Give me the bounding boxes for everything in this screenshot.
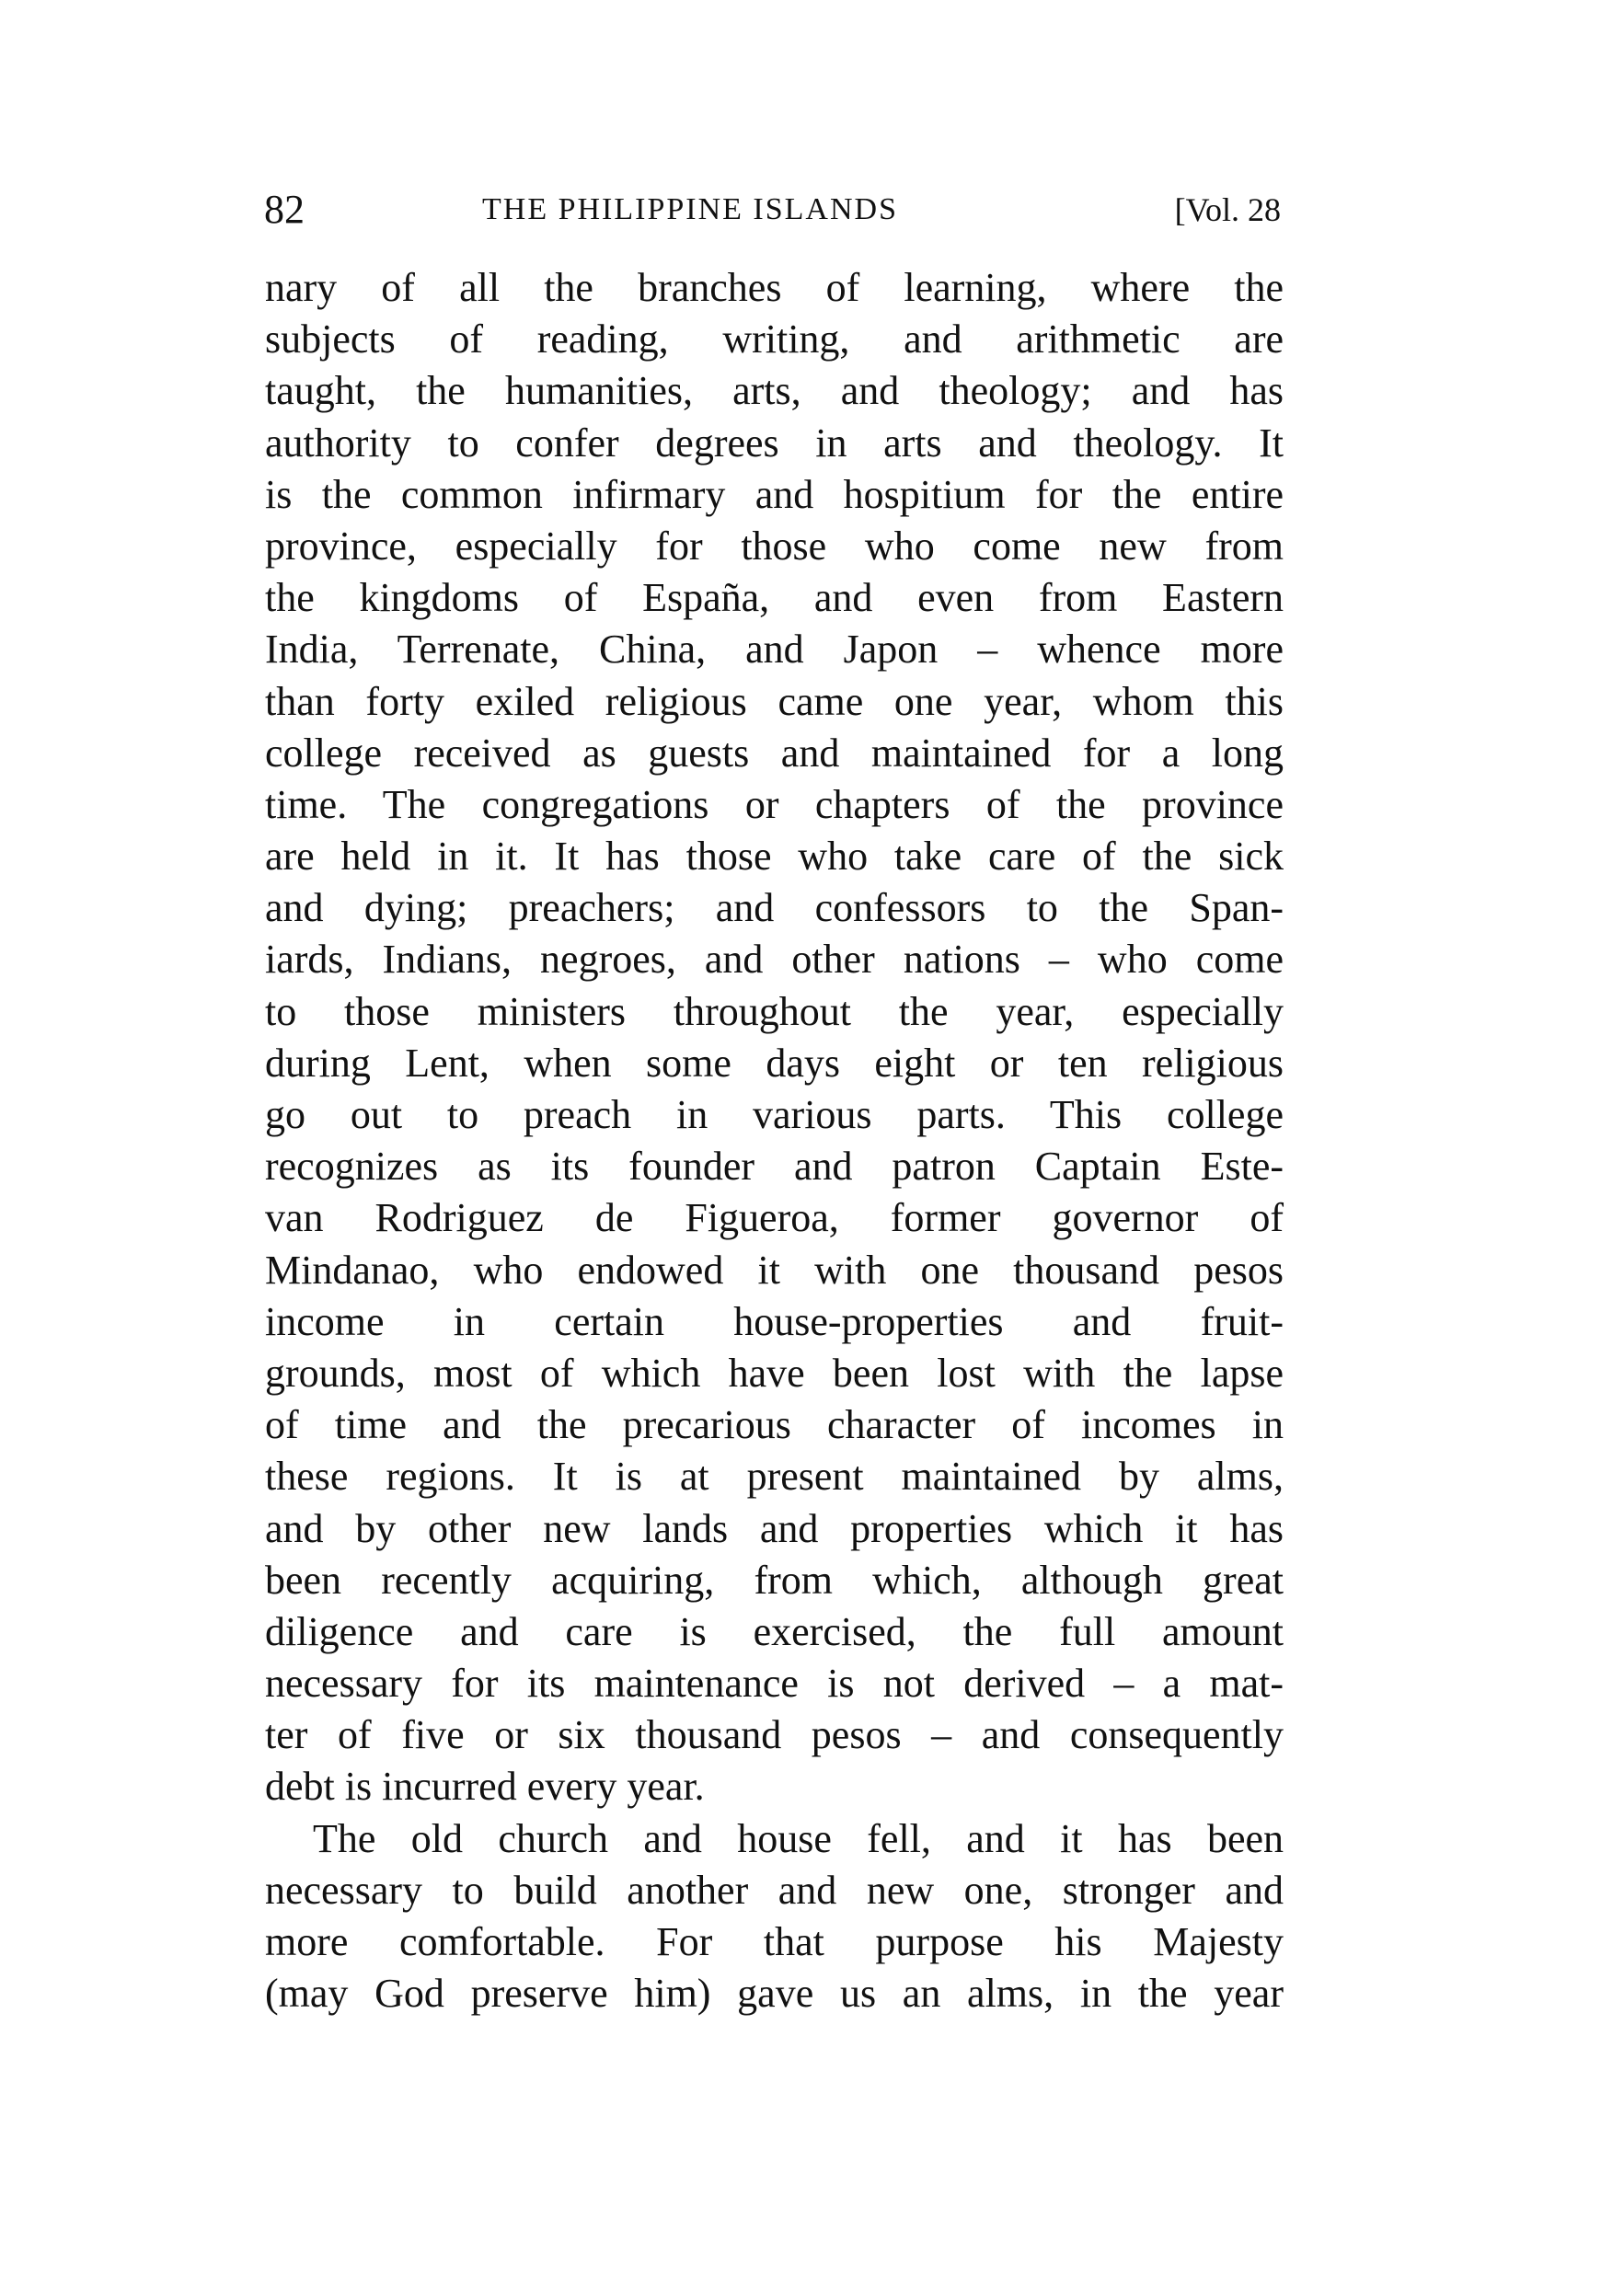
text-line: iards, Indians, negroes, and other nations – who come <box>265 937 1284 983</box>
text-line: van Rodriguez de Figueroa, former governor of <box>265 1195 1284 1241</box>
page-number: 82 <box>264 187 305 232</box>
running-head <box>264 182 1281 237</box>
text-line: ter of five or six thousand pesos – and consequently <box>265 1712 1284 1758</box>
text-line: are held in it. It has those who take care of the sick <box>265 834 1284 880</box>
body-text <box>265 262 1284 2019</box>
text-line: the kingdoms of España, and even from Eastern <box>265 575 1284 621</box>
text-line: (may God preserve him) gave us an alms, in the year <box>265 1971 1284 2017</box>
text-line: grounds, most of which have been lost with the lapse <box>265 1350 1284 1396</box>
text-line: and dying; preachers; and confessors to the Span- <box>265 885 1284 931</box>
running-title: THE PHILIPPINE ISLANDS <box>482 192 898 226</box>
text-line: of time and the precarious character of incomes in <box>265 1402 1284 1448</box>
text-line: to those ministers throughout the year, especially <box>265 988 1284 1034</box>
text-line: diligence and care is exercised, the full amount <box>265 1608 1284 1654</box>
paragraph-end-line: debt is incurred every year. <box>265 1764 705 1810</box>
text-line: recognizes as its founder and patron Captain Este- <box>265 1144 1284 1190</box>
text-line: been recently acquiring, from which, although great <box>265 1557 1284 1603</box>
text-line: during Lent, when some days eight or ten religious <box>265 1040 1284 1086</box>
text-line: income in certain house-properties and fruit- <box>265 1298 1284 1344</box>
text-line: nary of all the branches of learning, where the <box>265 265 1284 310</box>
text-line: province, especially for those who come new from <box>265 523 1284 569</box>
text-line: is the common infirmary and hospitium for the entire <box>265 471 1284 517</box>
volume-label: [Vol. 28 <box>1174 191 1281 228</box>
text-line: and by other new lands and properties which it has <box>265 1505 1284 1551</box>
text-line: taught, the humanities, arts, and theology; and has <box>265 368 1284 414</box>
paragraph-start-line: The old church and house fell, and it has been <box>313 1815 1284 1861</box>
text-line: more comfortable. For that purpose his Majesty <box>265 1919 1284 1964</box>
text-line: these regions. It is at present maintained by alms, <box>265 1454 1284 1500</box>
text-line: Mindanao, who endowed it with one thousand pesos <box>265 1247 1284 1293</box>
text-line: necessary to build another and new one, stronger and <box>265 1867 1284 1913</box>
text-line: go out to preach in various parts. This college <box>265 1092 1284 1137</box>
text-line: India, Terrenate, China, and Japon – whence more <box>265 627 1284 673</box>
text-line: subjects of reading, writing, and arithmetic are <box>265 316 1284 362</box>
text-line: time. The congregations or chapters of the province <box>265 781 1284 827</box>
text-line: necessary for its maintenance is not derived – a mat- <box>265 1661 1284 1707</box>
text-line: than forty exiled religious came one year, whom this <box>265 678 1284 724</box>
text-line: college received as guests and maintained for a long <box>265 730 1284 776</box>
text-line: authority to confer degrees in arts and theology. It <box>265 420 1284 466</box>
